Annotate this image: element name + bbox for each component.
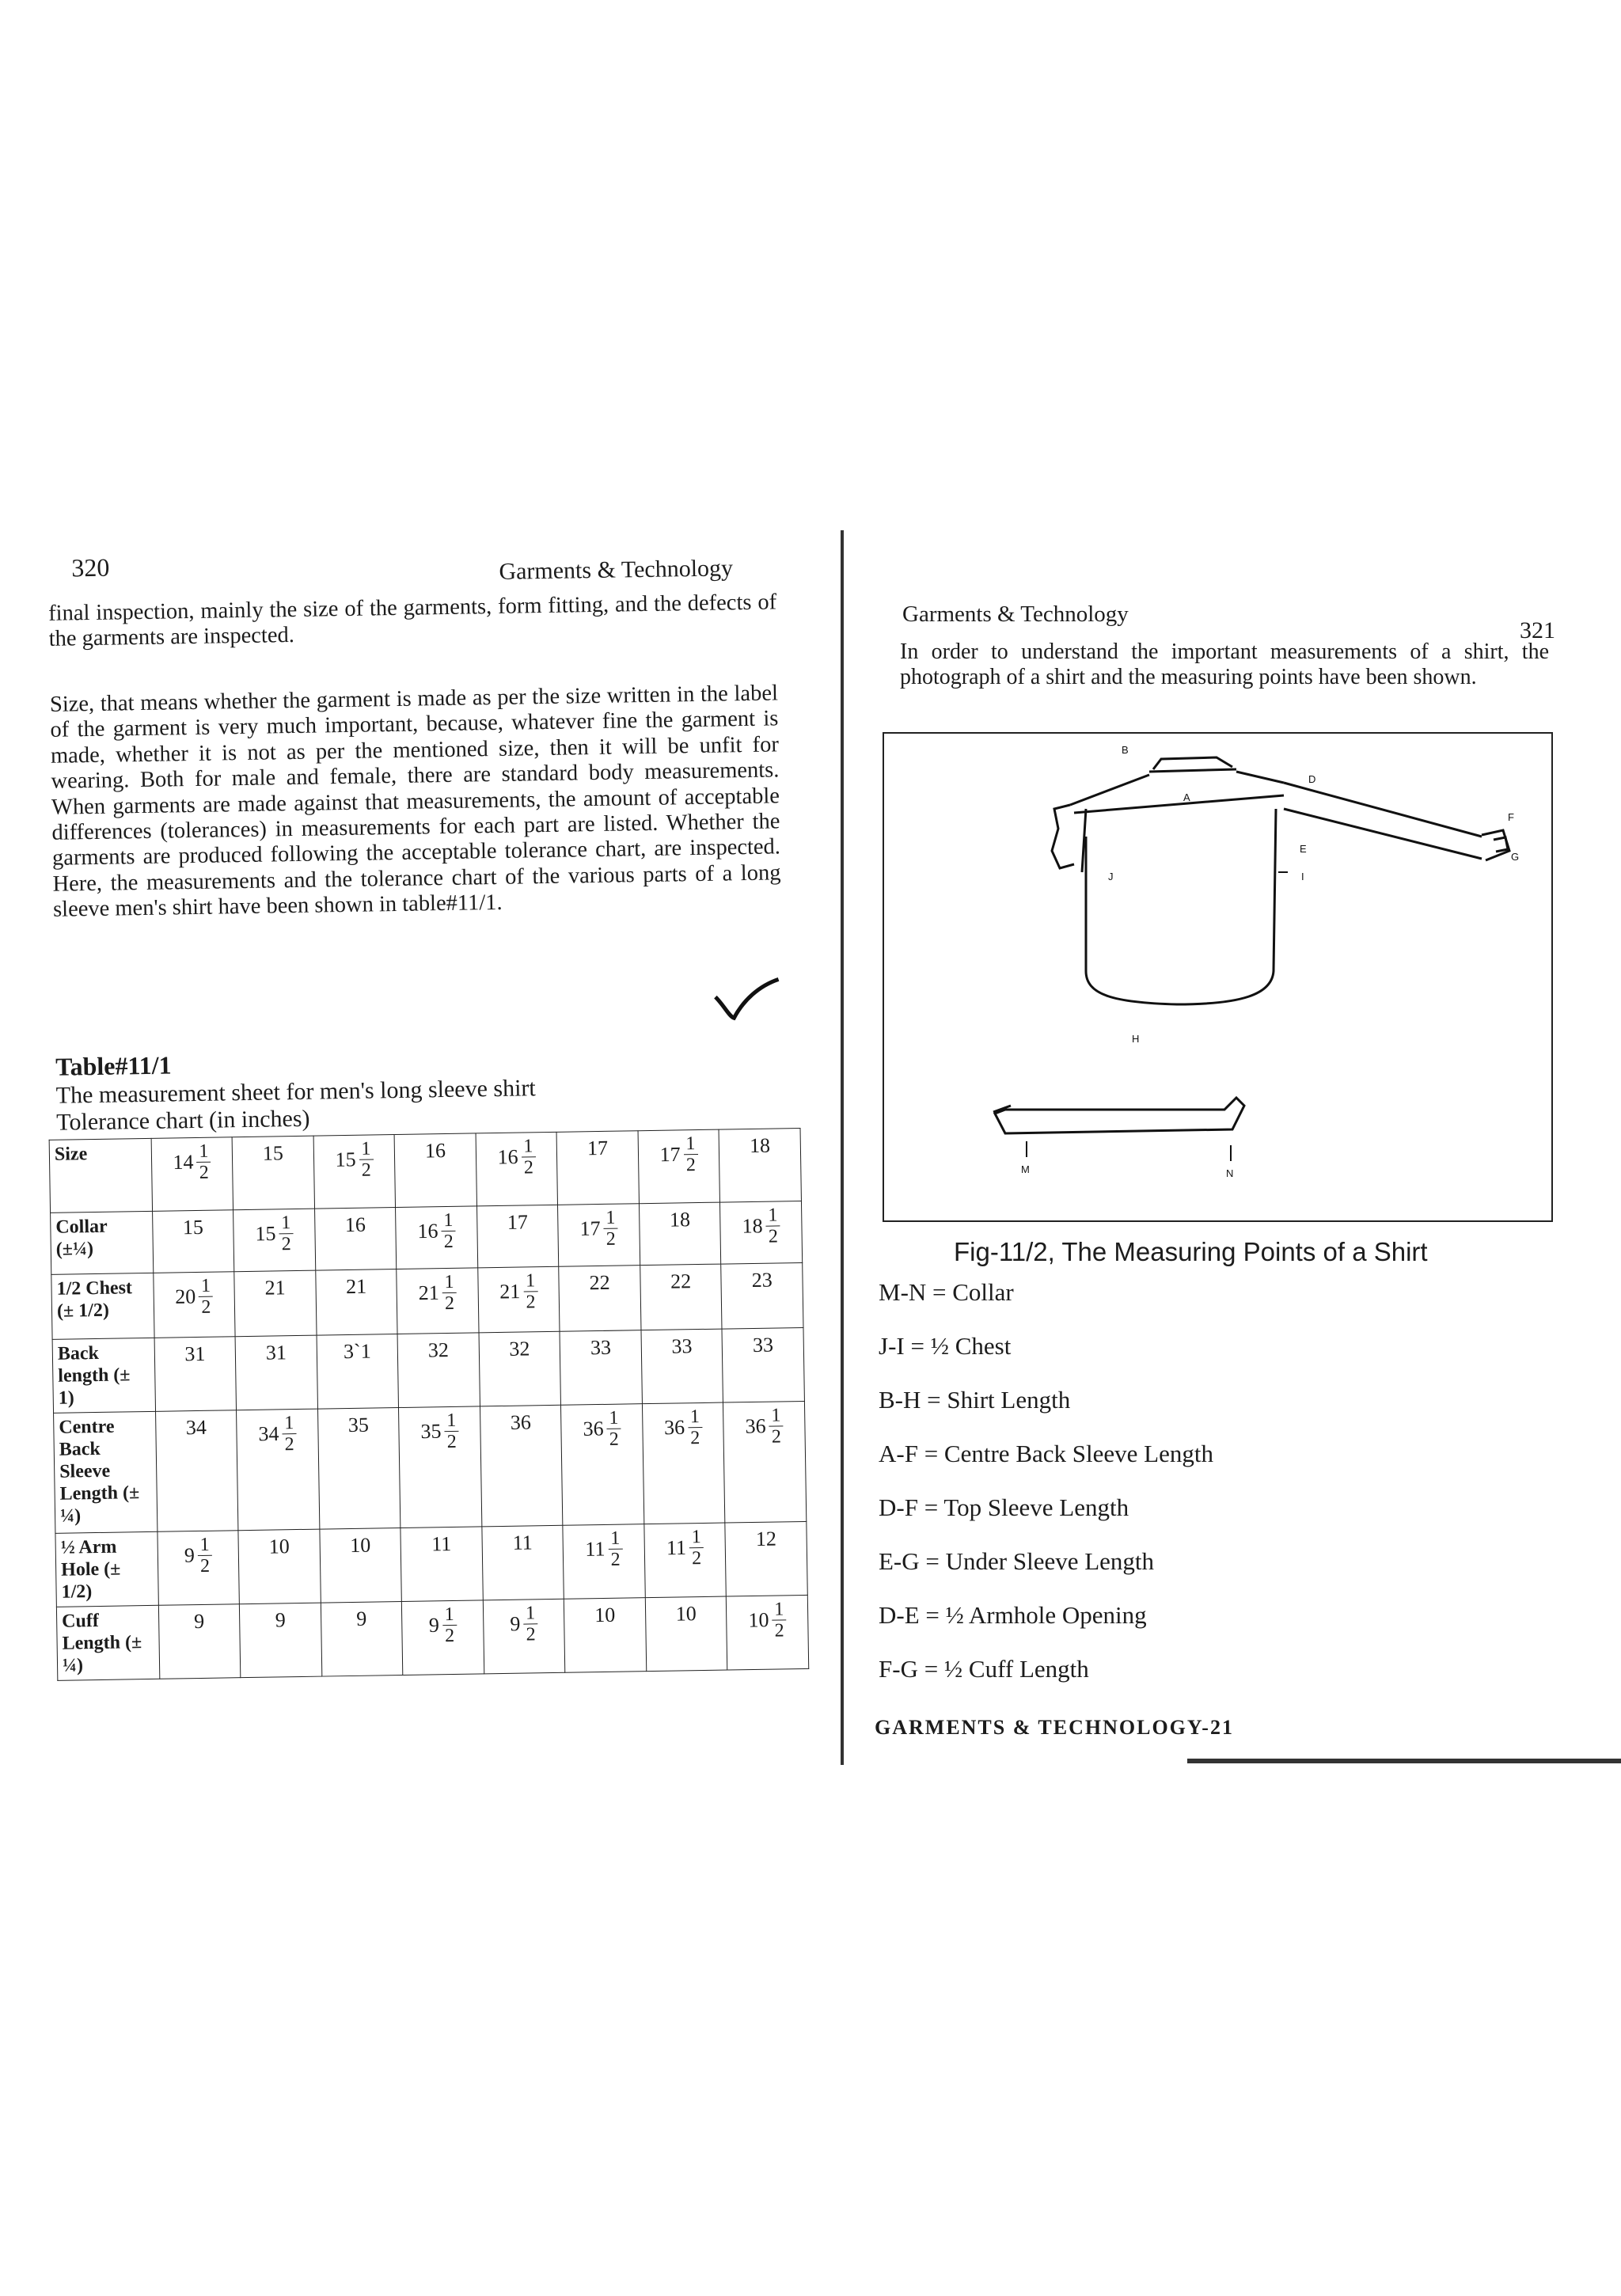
row-header: Centre Back Sleeve Length (± ¼) [54, 1411, 158, 1533]
page-number-left: 320 [70, 552, 110, 583]
tolerance-table [49, 1128, 810, 1681]
legend-item: D-F = Top Sleeve Length [879, 1493, 1129, 1521]
label-e: E [1300, 843, 1307, 855]
legend-item: J-I = ½ Chest [879, 1332, 1012, 1360]
table-cell: 31 [235, 1335, 317, 1410]
table-cell: 22 [640, 1264, 723, 1330]
table-cell: 35 $\frac{1}{2}$ [399, 1406, 482, 1528]
label-f: F [1508, 811, 1514, 823]
table-cell: 10 $\frac{1}{2}$ [727, 1595, 809, 1670]
row-header: Collar (±¼) [51, 1211, 154, 1274]
table-cell: 33 [560, 1330, 642, 1406]
table-cell: 17 $\frac{1}{2}$ [638, 1129, 720, 1204]
table-cell: 36 $\frac{1}{2}$ [561, 1404, 644, 1526]
table-cell: 11 $\frac{1}{2}$ [644, 1523, 727, 1598]
fraction: $\frac{1}{2}$ [688, 1406, 703, 1448]
shirt-diagram [884, 734, 1551, 1220]
table-cell: 11 $\frac{1}{2}$ [563, 1524, 645, 1600]
table-cell: 36 [480, 1405, 563, 1527]
table-cell: 23 [721, 1262, 803, 1329]
legend-item: D-E = ½ Armhole Opening [879, 1601, 1147, 1629]
fraction: $\frac{1}{2}$ [199, 1276, 214, 1318]
table-row [55, 1521, 807, 1607]
table-cell: 17 $\frac{1}{2}$ [558, 1204, 640, 1267]
table-cell: 9 [158, 1604, 241, 1679]
table-row [51, 1201, 803, 1274]
fraction: $\frac{1}{2}$ [521, 1136, 536, 1178]
table-cell: 12 [725, 1521, 807, 1596]
page-edge-rule [1187, 1759, 1621, 1763]
table-cell: 16 $\frac{1}{2}$ [396, 1206, 478, 1269]
legend-item: M-N = Collar [879, 1278, 1014, 1306]
table-cell: 9 $\frac{1}{2}$ [402, 1600, 484, 1676]
table-cell: 18 [719, 1128, 801, 1202]
fraction: $\frac{1}{2}$ [769, 1405, 784, 1447]
table-unit-line: Tolerance chart (in inches) [56, 1105, 310, 1136]
table-cell: 11 [401, 1527, 483, 1602]
table-cell: 9 [321, 1601, 403, 1676]
label-i: I [1301, 871, 1304, 882]
fraction: $\frac{1}{2}$ [765, 1205, 780, 1247]
fraction: $\frac{1}{2}$ [442, 1272, 457, 1314]
fraction: $\frac{1}{2}$ [689, 1527, 704, 1569]
label-h: H [1132, 1033, 1140, 1045]
fraction: $\frac{1}{2}$ [282, 1413, 297, 1455]
fraction: $\frac{1}{2}$ [523, 1270, 538, 1312]
table-cell: 18 $\frac{1}{2}$ [720, 1201, 803, 1264]
fraction: $\frac{1}{2}$ [441, 1210, 456, 1252]
table-cell: 10 [645, 1596, 727, 1672]
fraction: $\frac{1}{2}$ [606, 1408, 621, 1450]
legend-item: F-G = ½ Cuff Length [879, 1655, 1089, 1683]
table-cell: 10 [320, 1528, 402, 1603]
fraction: $\frac{1}{2}$ [608, 1528, 623, 1570]
table-cell: 11 [482, 1525, 564, 1600]
fraction: $\frac{1}{2}$ [772, 1599, 787, 1641]
table-cell: 15 $\frac{1}{2}$ [233, 1209, 316, 1272]
table-cell: 21 [316, 1269, 398, 1336]
table-row [51, 1262, 803, 1339]
table-cell: 17 [556, 1131, 639, 1205]
label-b: B [1122, 744, 1129, 756]
running-head-left: Garments & Technology [499, 555, 734, 585]
table-cell: 36 $\frac{1}{2}$ [723, 1401, 807, 1523]
table-cell: 10 [564, 1598, 647, 1673]
table-cell: 15 [232, 1136, 314, 1210]
table-cell: 21 $\frac{1}{2}$ [397, 1268, 479, 1334]
table-cell: 16 [394, 1133, 476, 1208]
checkmark-icon [712, 976, 784, 1024]
shirt-figure [883, 732, 1553, 1222]
page-footer: GARMENTS & TECHNOLOGY-21 [875, 1716, 1234, 1739]
table-cell: 9 $\frac{1}{2}$ [483, 1599, 565, 1674]
figure-caption: Fig-11/2, The Measuring Points of a Shirt [954, 1237, 1428, 1266]
table-cell: 33 [641, 1329, 723, 1404]
fraction: $\frac{1}{2}$ [523, 1603, 538, 1645]
fraction: $\frac{1}{2}$ [359, 1138, 374, 1180]
paragraph-size: Size, that means whether the garment is made as per the size written in the label of the garment is very much important, because, whatever fine the garment is made, whether it is not as per the mentioned size, then it will be unfit for wearing. Both for male and female, there are standard body measurements. When garments are made against that measurements, the amount of acceptable differences (tolerances) in measurements for each part are listed. Whether the garments are produced following the acceptable tolerance chart, are inspected. Here, the measurements and the tolerance chart of the various parts of a long sleeve men's shirt have been shown in table#11/1. [49, 681, 781, 923]
label-m: M [1021, 1163, 1030, 1175]
legend-item: A-F = Centre Back Sleeve Length [879, 1440, 1213, 1467]
row-header: 1/2 Chest (± 1/2) [51, 1273, 154, 1339]
table-title: Table#11/1 [55, 1050, 172, 1081]
table-cell: 22 [559, 1266, 641, 1332]
table-cell: 9 $\frac{1}{2}$ [158, 1531, 240, 1606]
row-header: ½ Arm Hole (± 1/2) [55, 1531, 158, 1607]
running-head-right: Garments & Technology [902, 602, 1129, 627]
legend-item: B-H = Shirt Length [879, 1386, 1071, 1414]
paragraph-intro: final inspection, mainly the size of the garments, form fitting, and the defects of the garments are inspected. [47, 590, 777, 652]
table-cell: 34 $\frac{1}{2}$ [237, 1409, 320, 1531]
row-header: Size [49, 1138, 152, 1213]
fraction: $\frac{1}{2}$ [442, 1604, 457, 1646]
table-cell: 32 [479, 1331, 561, 1406]
table-row [52, 1327, 804, 1413]
table-cell: 14 $\frac{1}{2}$ [151, 1137, 233, 1212]
label-g: G [1511, 851, 1520, 863]
table-row [49, 1128, 801, 1213]
fraction: $\frac{1}{2}$ [279, 1213, 294, 1254]
table-subtitle: The measurement sheet for men's long sleeve shirt [55, 1075, 536, 1109]
label-a: A [1183, 791, 1190, 803]
fraction: $\frac{1}{2}$ [196, 1141, 211, 1183]
fraction: $\frac{1}{2}$ [603, 1208, 618, 1250]
table-row [56, 1595, 808, 1680]
fraction: $\frac{1}{2}$ [197, 1535, 212, 1577]
table-cell: 18 [639, 1202, 721, 1266]
row-header: Cuff Length (± ¼) [56, 1605, 159, 1680]
table-cell: 15 $\frac{1}{2}$ [313, 1135, 396, 1209]
table-cell: 3`1 [317, 1334, 399, 1410]
table-cell: 32 [397, 1333, 480, 1408]
table-cell: 21 $\frac{1}{2}$ [478, 1266, 560, 1333]
label-d: D [1308, 773, 1316, 785]
table-cell: 9 [240, 1603, 322, 1678]
table-cell: 21 [234, 1270, 317, 1337]
table-cell: 15 [152, 1210, 234, 1273]
label-n: N [1226, 1167, 1234, 1179]
table-cell: 16 [314, 1208, 397, 1271]
table-cell: 35 [317, 1408, 401, 1530]
legend-item: E-G = Under Sleeve Length [879, 1547, 1155, 1575]
fraction: $\frac{1}{2}$ [444, 1410, 459, 1452]
table-cell: 31 [154, 1337, 237, 1412]
table-row [54, 1401, 807, 1533]
intro-paragraph: In order to understand the important measurements of a shirt, the photograph of a shirt and the measuring points have been shown. [900, 639, 1549, 689]
left-page [40, 541, 858, 1757]
page-number-right: 321 [1520, 617, 1555, 643]
table-cell: 34 [155, 1410, 238, 1532]
table-cell: 17 [476, 1205, 559, 1268]
table-cell: 10 [238, 1529, 321, 1604]
table-cell: 36 $\frac{1}{2}$ [642, 1402, 725, 1524]
table-cell: 16 $\frac{1}{2}$ [476, 1132, 558, 1206]
label-j: J [1108, 871, 1114, 882]
row-header: Back length (± 1) [52, 1338, 155, 1413]
table-cell: 33 [722, 1327, 804, 1402]
table-cell: 20 $\frac{1}{2}$ [153, 1272, 235, 1338]
fraction: $\frac{1}{2}$ [683, 1133, 698, 1175]
